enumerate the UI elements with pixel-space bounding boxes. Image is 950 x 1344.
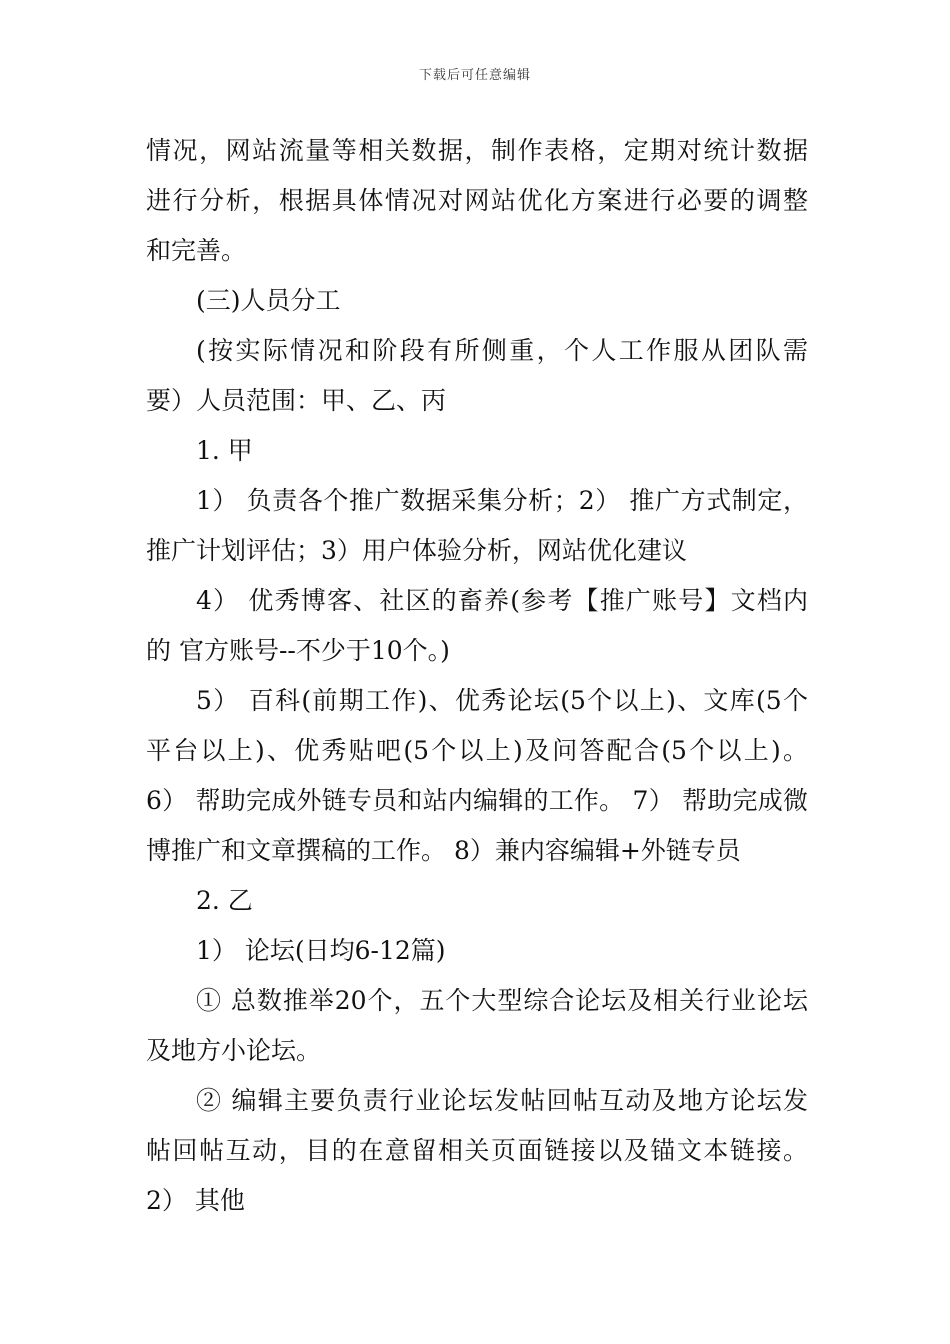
document-body: [146, 126, 808, 1226]
text-line: 要）人员范围：甲、乙、丙: [146, 386, 447, 415]
text-line: 及地方小论坛。: [146, 1036, 322, 1065]
text-line: 1） 论坛(日均6-12篇): [196, 936, 446, 965]
text-line: 博推广和文章撰稿的工作。 8）兼内容编辑+外链专员: [146, 836, 741, 865]
text-line: 6） 帮助完成外链专员和站内编辑的工作。 7） 帮助完成微: [146, 786, 808, 815]
text-line: 1） 负责各个推广数据采集分析；2） 推广方式制定，: [196, 486, 808, 515]
text-line: ① 总数推举20个，五个大型综合论坛及相关行业论坛: [196, 986, 808, 1015]
text-line: 和完善。: [146, 236, 247, 265]
text-line: 帖回帖互动，目的在意留相关页面链接以及锚文本链接。: [146, 1136, 808, 1165]
text-line: 进行分析，根据具体情况对网站优化方案进行必要的调整: [146, 186, 808, 215]
text-line: ② 编辑主要负责行业论坛发帖回帖互动及地方论坛发: [196, 1086, 808, 1115]
text-line: 情况，网站流量等相关数据，制作表格，定期对统计数据: [146, 136, 808, 165]
text-line: (按实际情况和阶段有所侧重，个人工作服从团队需: [196, 336, 808, 365]
text-line: 推广计划评估；3）用户体验分析，网站优化建议: [146, 536, 687, 565]
section-heading: (三)人员分工: [196, 286, 341, 315]
text-line: 2） 其他: [146, 1186, 245, 1215]
list-heading: 1. 甲: [196, 436, 253, 465]
page-header-note: 下载后可任意编辑: [418, 68, 531, 83]
text-line: 4） 优秀博客、社区的畜养(参考【推广账号】文档内: [196, 586, 808, 615]
text-line: 平台以上)、优秀贴吧(5个以上)及问答配合(5个以上)。: [146, 736, 808, 765]
list-heading: 2. 乙: [196, 886, 253, 915]
text-line: 5） 百科(前期工作)、优秀论坛(5个以上)、文库(5个: [196, 686, 808, 715]
text-line: 的 官方账号--不少于10个。): [146, 636, 450, 665]
